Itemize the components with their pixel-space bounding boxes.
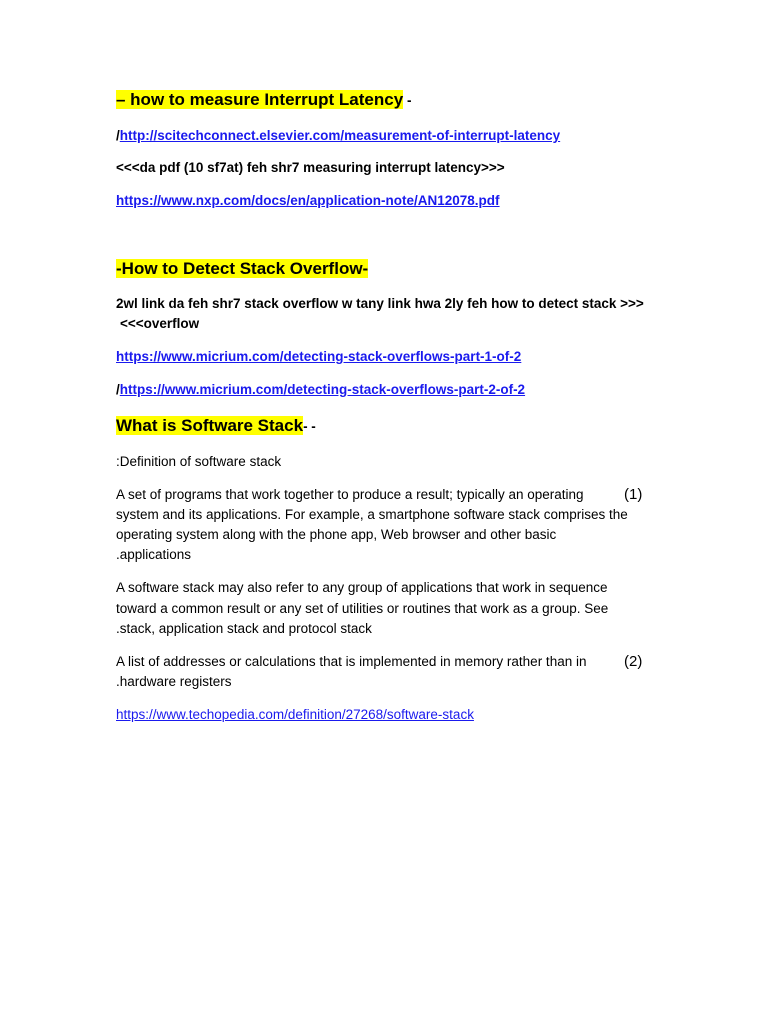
micrium-link-2-prefix: /: [116, 382, 120, 397]
techopedia-link-line: [116, 705, 474, 725]
item1-number: (1): [624, 486, 643, 503]
stack-overflow-heading: [116, 257, 368, 281]
item2-number: (2): [624, 653, 643, 670]
interrupt-latency-heading-tail: -: [403, 93, 412, 108]
definition-label: :Definition of software stack: [116, 454, 282, 469]
micrium-part2-link[interactable]: https://www.micrium.com/detecting-stack-overflows-part-2-of-2: [119, 382, 526, 397]
stack-overflow-note-line1: 2wl link da feh shr7 stack overflow w tany link hwa 2ly feh how to detect stack >>>: [116, 296, 644, 311]
software-stack-heading-text: What is Software Stack: [116, 416, 304, 435]
scitech-link-prefix: /: [116, 128, 120, 143]
scitech-link[interactable]: http://scitechconnect.elsevier.com/measurement-of-interrupt-latency: [119, 128, 561, 143]
interrupt-latency-heading: [116, 88, 411, 113]
item2-line1: A list of addresses or calculations that is implemented in memory rather than in: [116, 654, 587, 669]
scitech-link-line: [116, 126, 560, 146]
item1-line1: A set of programs that work together to produce a result; typically an operating: [116, 487, 584, 502]
techopedia-link[interactable]: https://www.techopedia.com/definition/27268/software-stack: [116, 707, 474, 722]
micrium-part1-link[interactable]: https://www.micrium.com/detecting-stack-overflows-part-1-of-2: [116, 349, 522, 364]
nxp-pdf-link[interactable]: https://www.nxp.com/docs/en/application-note/AN12078.pdf: [116, 193, 500, 208]
software-stack-heading-tail: - -: [303, 419, 316, 434]
item1-line3: operating system along with the phone app, Web browser and other basic: [116, 527, 557, 542]
item1b-line2: toward a common result or any set of utilities or routines that work as a group. See: [116, 601, 609, 616]
item1b-line1: A software stack may also refer to any group of applications that work in sequence: [116, 580, 608, 595]
stack-overflow-heading-text: -How to Detect Stack Overflow-: [116, 259, 369, 278]
nxp-link-line: [116, 191, 500, 211]
interrupt-latency-heading-text: – how to measure Interrupt Latency: [116, 90, 404, 109]
micrium-link-2-line: [116, 380, 525, 400]
micrium-link-1-line: [116, 347, 521, 367]
item1b-line3: .stack, application stack and protocol stack: [116, 621, 372, 636]
item1-line4: .applications: [116, 547, 192, 562]
item2-line2: .hardware registers: [116, 674, 232, 689]
software-stack-heading: [116, 414, 316, 439]
item1-line2: system and its applications. For example, a smartphone software stack comprises the: [116, 507, 628, 522]
stack-overflow-note-line2: <<<overflow: [120, 316, 200, 331]
interrupt-pdf-note: <<<da pdf (10 sf7at) feh shr7 measuring interrupt latency>>>: [116, 160, 505, 175]
